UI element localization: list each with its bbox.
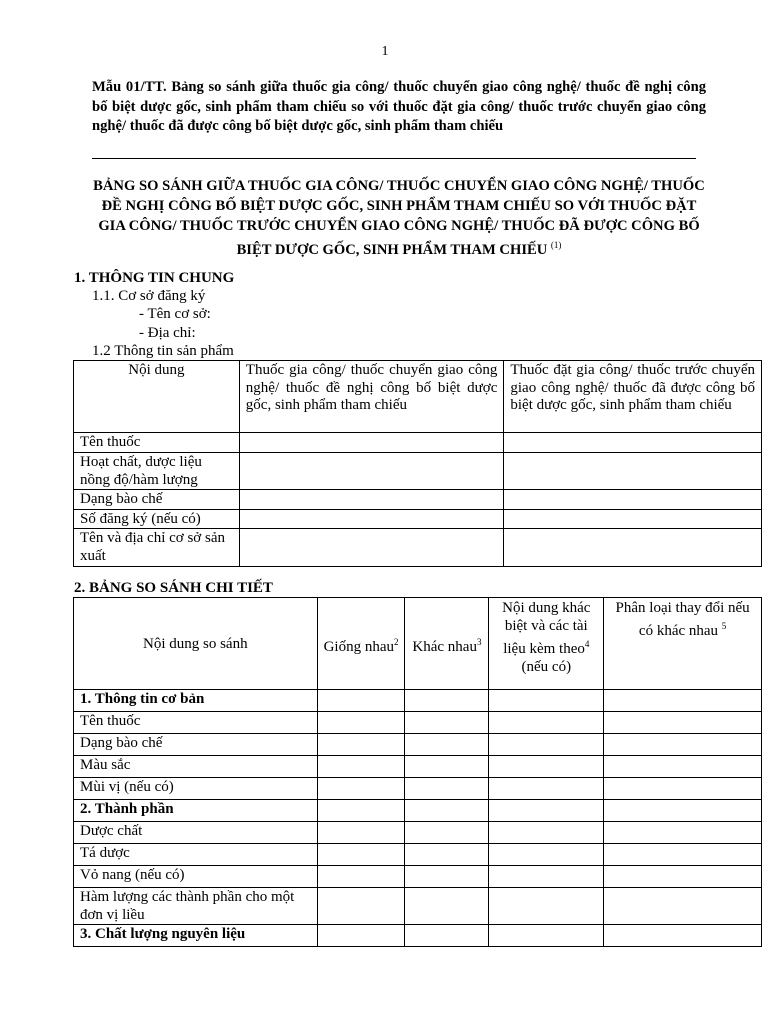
facility-name-label: - Tên cơ sở: <box>139 306 211 322</box>
table-row <box>74 844 762 866</box>
row-label: Màu sắc <box>74 756 318 778</box>
row-label: Dạng bào chế <box>74 490 240 510</box>
cell-empty <box>239 433 504 453</box>
header-product: Thuốc gia công/ thuốc chuyển giao công nghệ/ thuốc đề nghị công bố biệt dược gốc, sinh phẩm tham chiếu <box>239 361 504 433</box>
table-row <box>74 690 762 712</box>
cell-empty <box>604 734 762 756</box>
header-classification-text: Phân loại thay đổi nếu có khác nhau <box>615 600 750 639</box>
table-row <box>74 778 762 800</box>
cell-empty <box>317 800 405 822</box>
cell-empty <box>489 822 604 844</box>
row-label: Tên thuốc <box>74 712 318 734</box>
table-row <box>74 800 762 822</box>
table-row <box>74 453 762 490</box>
table-row <box>74 433 762 453</box>
table-row <box>74 866 762 888</box>
cell-empty <box>317 756 405 778</box>
cell-empty <box>317 888 405 925</box>
main-title-note: (1) <box>550 240 562 251</box>
product-info-table <box>73 360 762 567</box>
cell-empty <box>604 712 762 734</box>
section1-sub2: 1.2 Thông tin sản phẩm <box>92 343 234 359</box>
cell-empty <box>239 453 504 490</box>
cell-empty <box>489 756 604 778</box>
cell-empty <box>405 712 489 734</box>
header-difference-text: Nội dung khác biệt và các tài liệu kèm theo <box>502 600 591 657</box>
cell-empty <box>405 800 489 822</box>
cell-empty <box>317 778 405 800</box>
cell-empty <box>504 490 762 510</box>
header-same-text: Giống nhau <box>323 638 394 655</box>
row-label: Tên và địa chỉ cơ sở sản xuất <box>74 529 240 567</box>
header-compare-content: Nội dung so sánh <box>74 598 318 690</box>
cell-empty <box>405 844 489 866</box>
cell-empty <box>317 712 405 734</box>
cell-empty <box>604 866 762 888</box>
table-row <box>74 734 762 756</box>
row-label: 2. Thành phần <box>74 800 318 822</box>
main-title-text: BẢNG SO SÁNH GIỮA THUỐC GIA CÔNG/ THUỐC CHUYỂN GIAO CÔNG NGHỆ/ THUỐC ĐỀ NGHỊ CÔNG BỐ BIỆT DƯỢC GỐC, SINH PHẨM THAM CHIẾU SO VỚI THUỐC ĐẶT GIA CÔNG/ THUỐC TRƯỚC CHUYỂN GIAO CÔNG NGHỆ/ THUỐC ĐÃ ĐƯỢC CÔNG BỐ BIỆT DƯỢC GỐC, SINH PHẨM THAM CHIẾU <box>93 178 705 259</box>
row-label: 1. Thông tin cơ bản <box>74 690 318 712</box>
table-row <box>74 490 762 510</box>
header-content: Nội dung <box>74 361 240 433</box>
row-label: Hoạt chất, dược liệu nồng độ/hàm lượng <box>74 453 240 490</box>
cell-empty <box>604 778 762 800</box>
header-change-classification <box>604 598 762 690</box>
cell-empty <box>317 734 405 756</box>
cell-empty <box>405 778 489 800</box>
table-row <box>74 822 762 844</box>
header-classification-note: 5 <box>721 621 727 631</box>
cell-empty <box>317 844 405 866</box>
comparison-table <box>73 597 762 947</box>
cell-empty <box>489 800 604 822</box>
cell-empty <box>604 925 762 947</box>
section1-sub1: 1.1. Cơ sở đăng ký <box>92 288 206 304</box>
header-reference: Thuốc đặt gia công/ thuốc trước chuyển giao công nghệ/ thuốc đã được công bố biệt dược gốc, sinh phẩm tham chiếu <box>504 361 762 433</box>
header-different-text: Khác nhau <box>412 638 477 655</box>
section2-title: 2. BẢNG SO SÁNH CHI TIẾT <box>74 580 273 596</box>
table-row <box>74 509 762 529</box>
header-difference-details <box>489 598 604 690</box>
cell-empty <box>504 433 762 453</box>
header-difference-suffix: (nếu có) <box>521 659 572 675</box>
row-label: Vỏ nang (nếu có) <box>74 866 318 888</box>
cell-empty <box>604 756 762 778</box>
cell-empty <box>317 822 405 844</box>
form-heading: Mẫu 01/TT. Bảng so sánh giữa thuốc gia công/ thuốc chuyển giao công nghệ/ thuốc đề nghị công bố biệt dược gốc, sinh phẩm tham chiếu so với thuốc đặt gia công/ thuốc trước chuyển giao công nghệ/ thuốc đã được công bố biệt dược gốc, sinh phẩm tham chiếu <box>92 79 706 134</box>
row-label: 3. Chất lượng nguyên liệu <box>74 925 318 947</box>
cell-empty <box>317 866 405 888</box>
cell-empty <box>405 690 489 712</box>
main-title <box>90 177 708 261</box>
table-header-row <box>74 361 762 433</box>
cell-empty <box>489 866 604 888</box>
cell-empty <box>504 529 762 567</box>
comparison-table-body <box>74 690 762 947</box>
table-row <box>74 756 762 778</box>
row-label: Hàm lượng các thành phần cho một đơn vị liều <box>74 888 318 925</box>
cell-empty <box>504 509 762 529</box>
table-row <box>74 712 762 734</box>
cell-empty <box>489 888 604 925</box>
table-row <box>74 888 762 925</box>
section1-title: 1. THÔNG TIN CHUNG <box>74 270 235 286</box>
header-different-note: 3 <box>476 636 482 647</box>
header-same <box>317 598 405 690</box>
cell-empty <box>489 778 604 800</box>
cell-empty <box>405 925 489 947</box>
header-different <box>405 598 489 690</box>
cell-empty <box>604 800 762 822</box>
row-label: Số đăng ký (nếu có) <box>74 509 240 529</box>
header-same-note: 2 <box>394 636 399 647</box>
cell-empty <box>489 734 604 756</box>
table-row <box>74 529 762 567</box>
table-header-row <box>74 598 762 690</box>
cell-empty <box>239 509 504 529</box>
row-label: Dược chất <box>74 822 318 844</box>
row-label: Tá dược <box>74 844 318 866</box>
cell-empty <box>489 925 604 947</box>
cell-empty <box>405 888 489 925</box>
cell-empty <box>604 844 762 866</box>
cell-empty <box>239 490 504 510</box>
row-label: Dạng bào chế <box>74 734 318 756</box>
cell-empty <box>317 690 405 712</box>
header-difference-note: 4 <box>584 639 590 649</box>
page-number: 1 <box>381 44 389 59</box>
cell-empty <box>489 844 604 866</box>
row-label: Mùi vị (nếu có) <box>74 778 318 800</box>
cell-empty <box>604 690 762 712</box>
cell-empty <box>405 822 489 844</box>
cell-empty <box>489 690 604 712</box>
table-row <box>74 925 762 947</box>
cell-empty <box>489 712 604 734</box>
cell-empty <box>317 925 405 947</box>
horizontal-rule <box>92 158 696 159</box>
cell-empty <box>405 756 489 778</box>
cell-empty <box>604 888 762 925</box>
cell-empty <box>239 529 504 567</box>
cell-empty <box>405 734 489 756</box>
cell-empty <box>604 822 762 844</box>
cell-empty <box>504 453 762 490</box>
row-label: Tên thuốc <box>74 433 240 453</box>
facility-address-label: - Địa chỉ: <box>139 325 196 341</box>
cell-empty <box>405 866 489 888</box>
